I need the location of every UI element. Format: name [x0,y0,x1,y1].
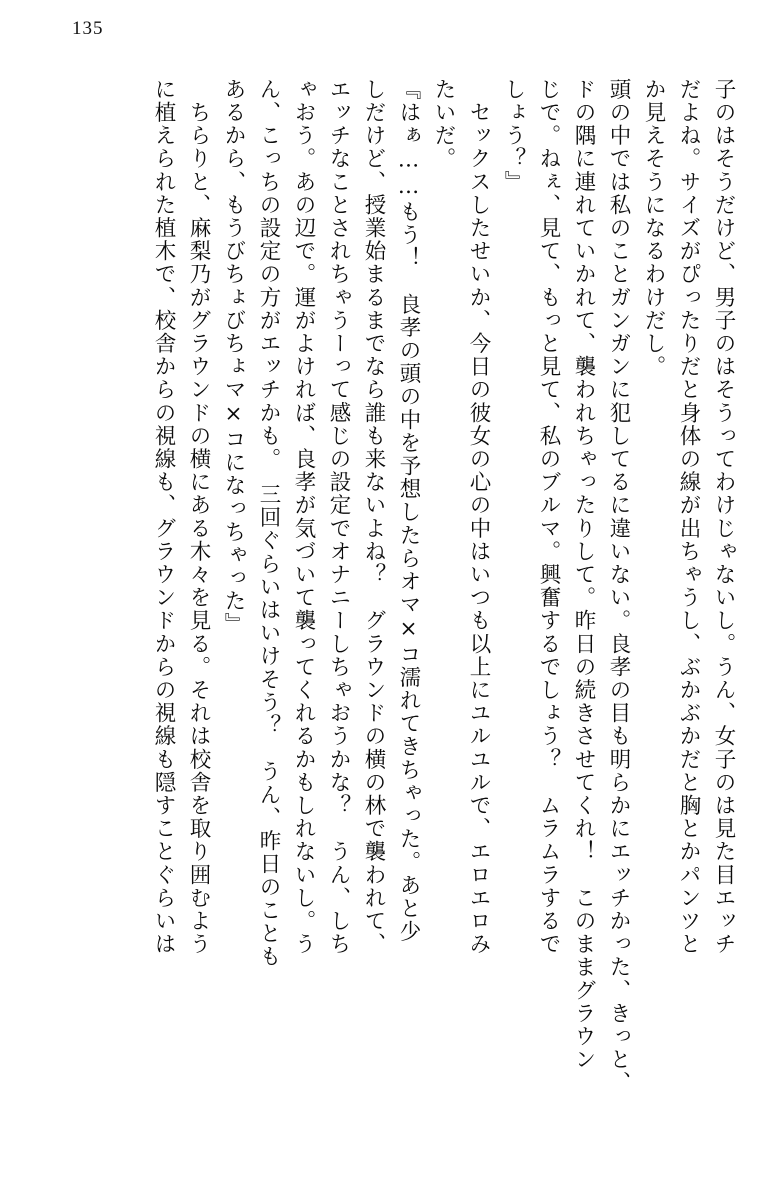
text-line: 頭の中では私のことガンガンに犯してるに違いない。良孝の目も明らかにエッチかった、きっと、 [606,78,631,1095]
text-line: か見えそうになるわけだし。 [641,78,666,379]
text-line: エッチなことされちゃうーって感じの設定でオナニーしちゃおうかな？ うん、しち [326,78,351,956]
text-line: 『はぁ……もう！ 良孝の頭の中を予想したらオマ×コ濡れてきちゃった。あと少 [396,78,421,944]
text-line: セックスしたせいか、今日の彼女の心の中はいつも以上にユルユルで、エロエロみ [466,78,491,956]
body-text-vertical [38,78,734,1158]
text-line: たいだ。 [431,78,456,171]
text-line: ゃおう。あの辺で。運がよければ、良孝が気づいて襲ってくれるかもしれないし。う [291,78,316,956]
text-line: ドの隅に連れていかれて、襲われちゃったりして。昨日の続きさせてくれ！ このままグラウン [571,78,596,1072]
text-line: しょう？』 [501,78,526,194]
page-number: 135 [72,18,104,39]
text-line: だよね。サイズがぴったりだと身体の線が出ちゃうし、ぶかぶかだと胸とかパンツと [676,78,701,956]
text-line: じで。ねぇ、見て、もっと見て、私のブルマ。興奮するでしょう？ ムラムラするで [536,78,561,956]
text-line: に植えられた植木で、校舎からの視線も、グラウンドからの視線も隠すことぐらいは [151,78,176,956]
text-line: 子のはそうだけど、男子のはそうってわけじゃないし。うん、女子のは見た目エッチ [711,78,736,956]
text-line: あるから、もうびちょびちょマ×コになっちゃった』 [221,78,246,636]
text-line: ちらりと、麻梨乃がグラウンドの横にある木々を見る。それは校舎を取り囲むよう [186,78,211,956]
text-line: しだけど、授業始まるまでなら誰も来ないよね？ グラウンドの横の林で襲われて、 [361,78,386,956]
text-line: ん、こっちの設定の方がエッチかも。 三回ぐらいはいけそう？ うん、昨日のことも [256,78,281,969]
